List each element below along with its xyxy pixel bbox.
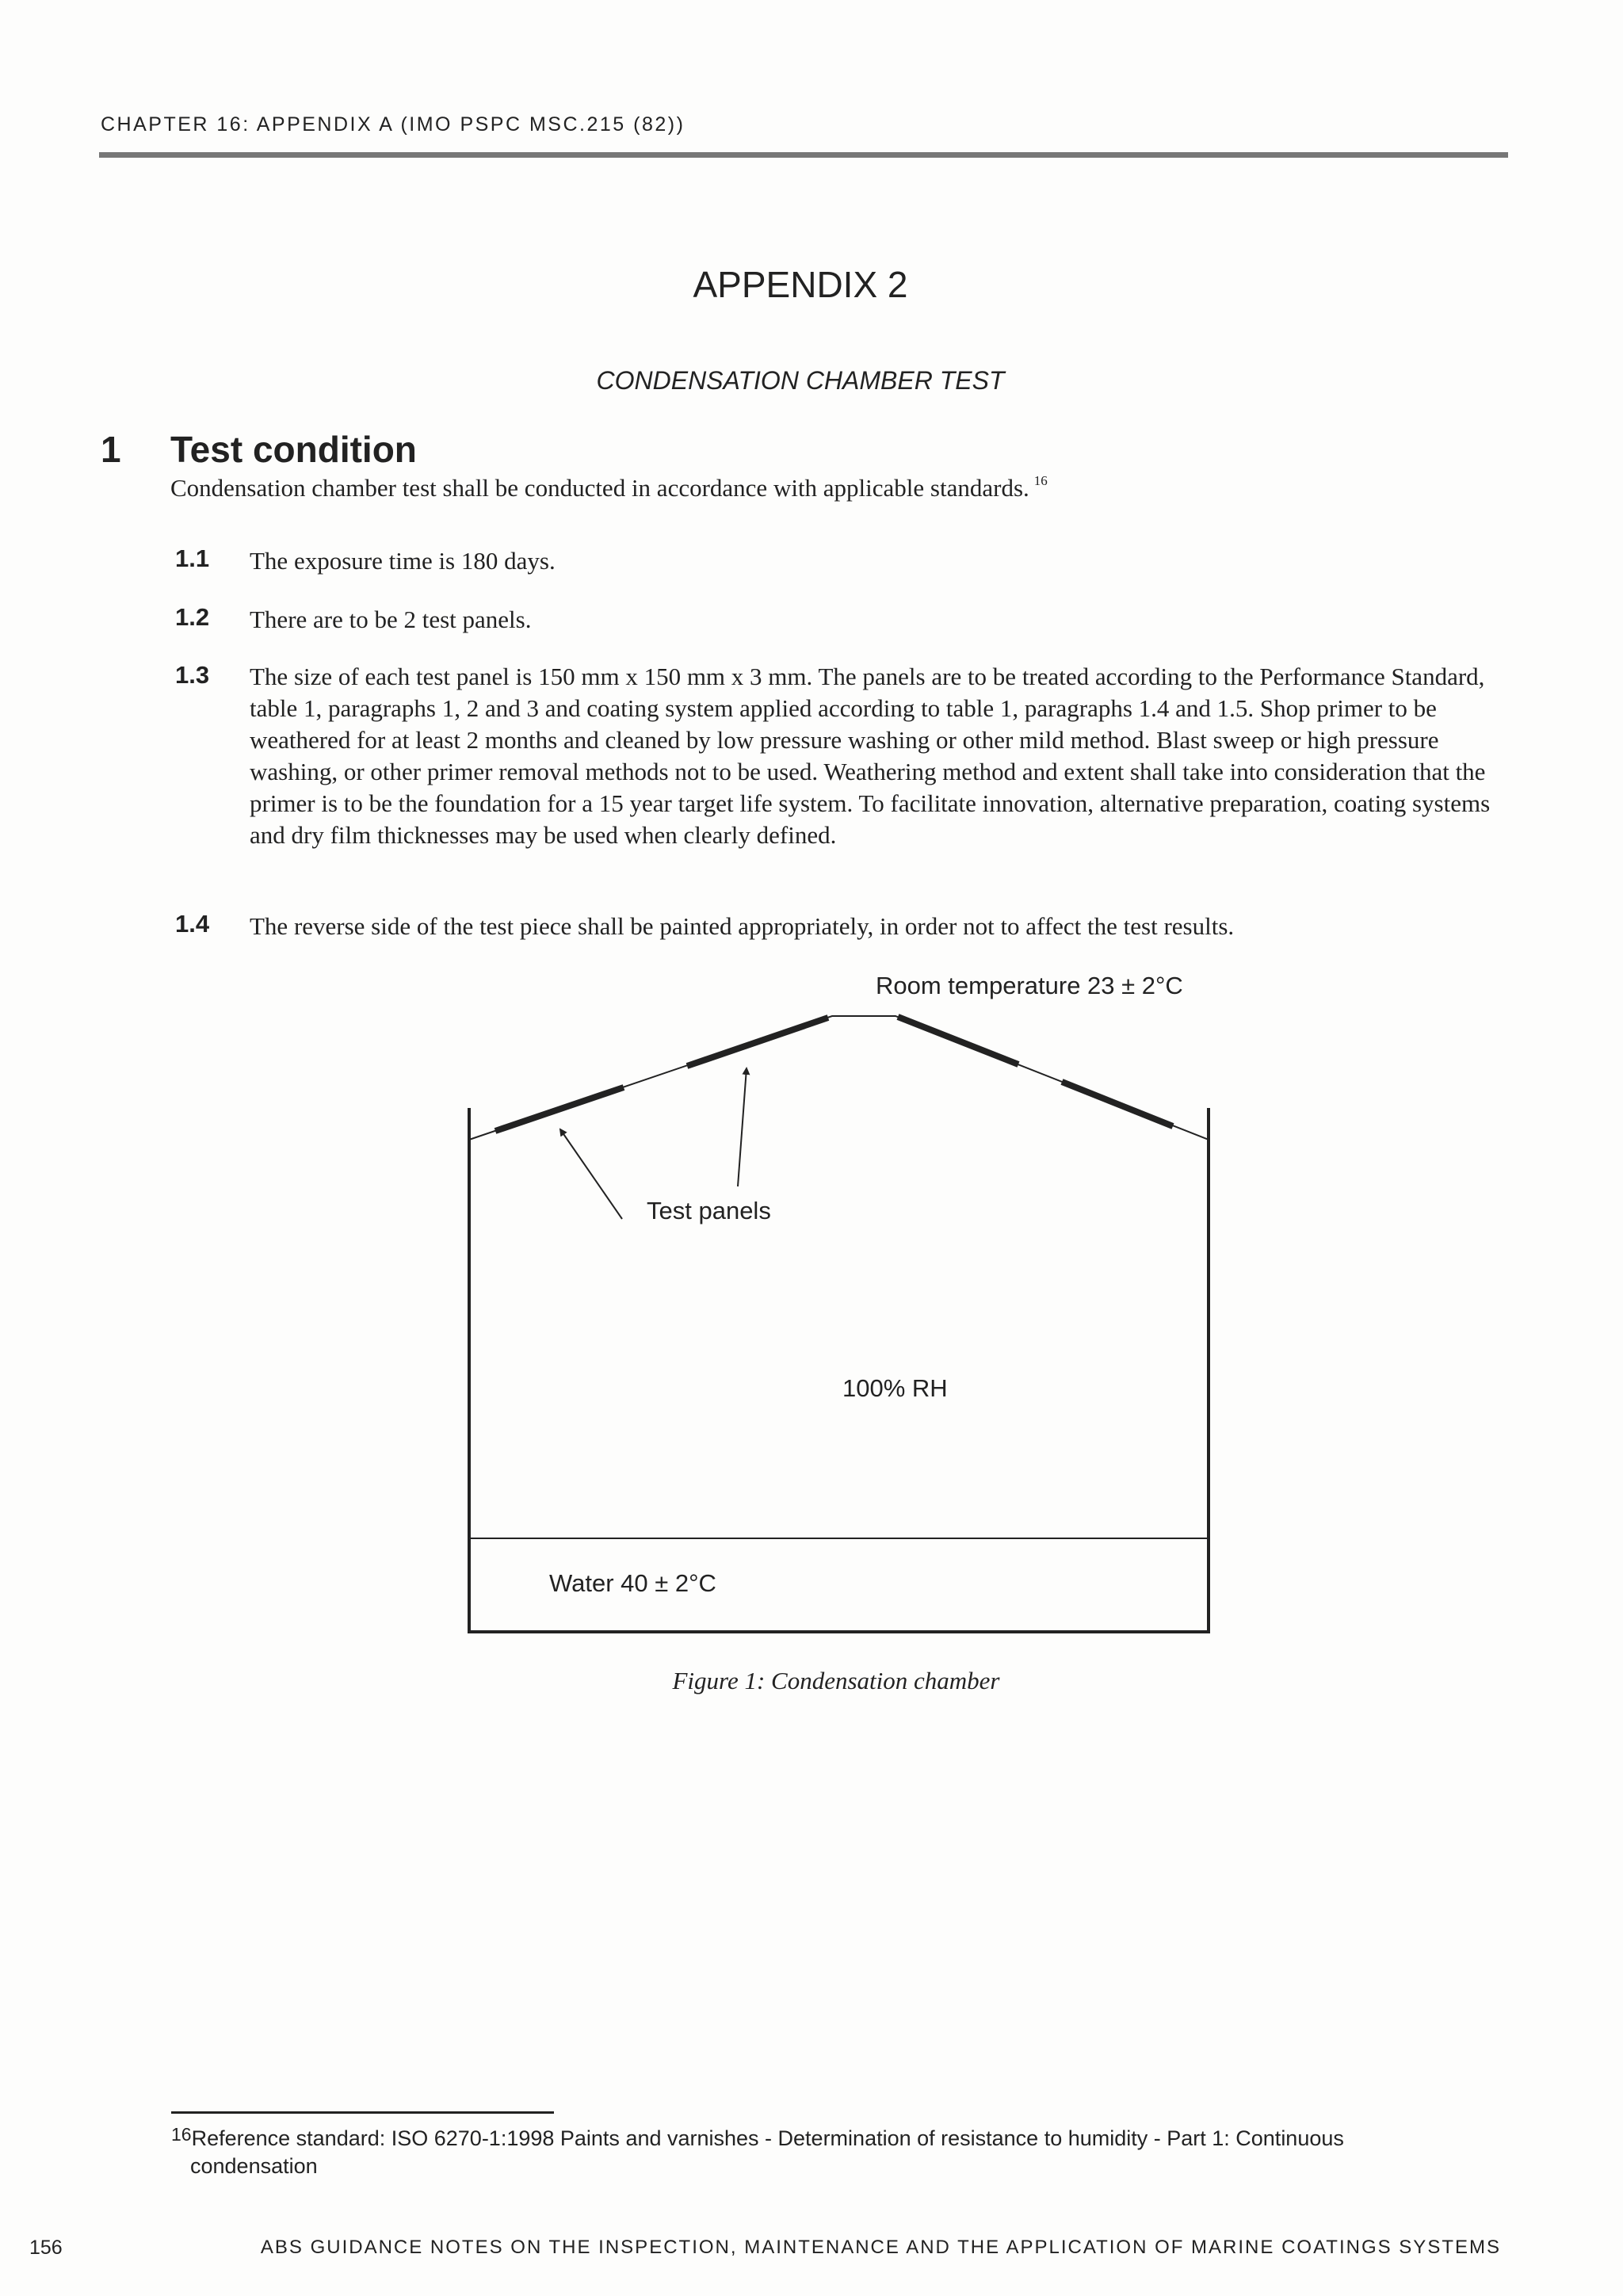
footnote-text-line1: Reference standard: ISO 6270-1:1998 Paints and varnishes - Determination of resistance to humidity - Part 1: Continuous [191,2126,1344,2150]
section-intro [170,473,1048,502]
paragraph-text: The exposure time is 180 days. [250,547,556,575]
running-header: CHAPTER 16: APPENDIX A (IMO PSPC MSC.215 (82)) [101,113,685,136]
test-panel [1062,1082,1173,1126]
appendix-subtitle: CONDENSATION CHAMBER TEST [596,366,1005,395]
test-panel [495,1087,624,1131]
figure-caption: Figure 1: Condensation chamber [672,1667,1000,1694]
test-panels-label: Test panels [647,1197,771,1224]
humidity-label: 100% RH [842,1374,948,1402]
footnote-text-line2: condensation [190,2154,318,2178]
test-panel [898,1017,1018,1064]
paragraph-number: 1.3 [175,661,210,689]
pointer-arrow [738,1068,747,1186]
water-temperature-label: Water 40 ± 2°C [549,1569,716,1597]
running-footer: ABS GUIDANCE NOTES ON THE INSPECTION, MAINTENANCE AND THE APPLICATION OF MARINE COATINGS SYSTEMS [260,2237,1501,2258]
section-number: 1 [101,429,121,470]
room-temperature-label: Room temperature 23 ± 2°C [876,972,1183,999]
section-title: Test condition [170,429,417,470]
header-rule [99,152,1508,158]
pointer-arrow [560,1129,622,1219]
paragraph-number: 1.2 [175,603,210,631]
paragraph-text: The size of each test panel is 150 mm x 150 mm x 3 mm. The panels are to be treated according to the Performance Standard, table 1, paragraphs 1, 2 and 3 and coating system applied according to table 1, paragraphs 1.4 and 1.5. Shop primer to be weathered for at least 2 months and cleaned by low pressure washing or other mild method. Blast sweep or high pressure washing, or other primer removal methods not to be used. Weathering method and extent shall take into consideration that the primer is to be the foundation for a 15 year target life system. To facilitate innovation, alternative preparation, coating systems and dry film thicknesses may be used when clearly defined. [250,663,1491,849]
chamber-outline [469,1108,1209,1632]
footnote-rule [171,2111,554,2114]
roof-line [469,1016,1209,1140]
paragraph-text: The reverse side of the test piece shall be painted appropriately, in order not to affect the test results. [250,912,1235,940]
appendix-title: APPENDIX 2 [693,264,908,305]
footnote-number: 16 [171,2124,192,2145]
paragraph-text: There are to be 2 test panels. [250,606,532,633]
paragraph-number: 1.4 [175,910,210,938]
paragraph-number: 1.1 [175,544,210,572]
page-number: 156 [29,2237,63,2259]
test-panel [687,1018,828,1066]
section-intro-text: Condensation chamber test shall be conducted in accordance with applicable standards. [170,474,1029,502]
footnote [171,2121,1487,2180]
footnote-reference[interactable]: 16 [1033,473,1048,488]
